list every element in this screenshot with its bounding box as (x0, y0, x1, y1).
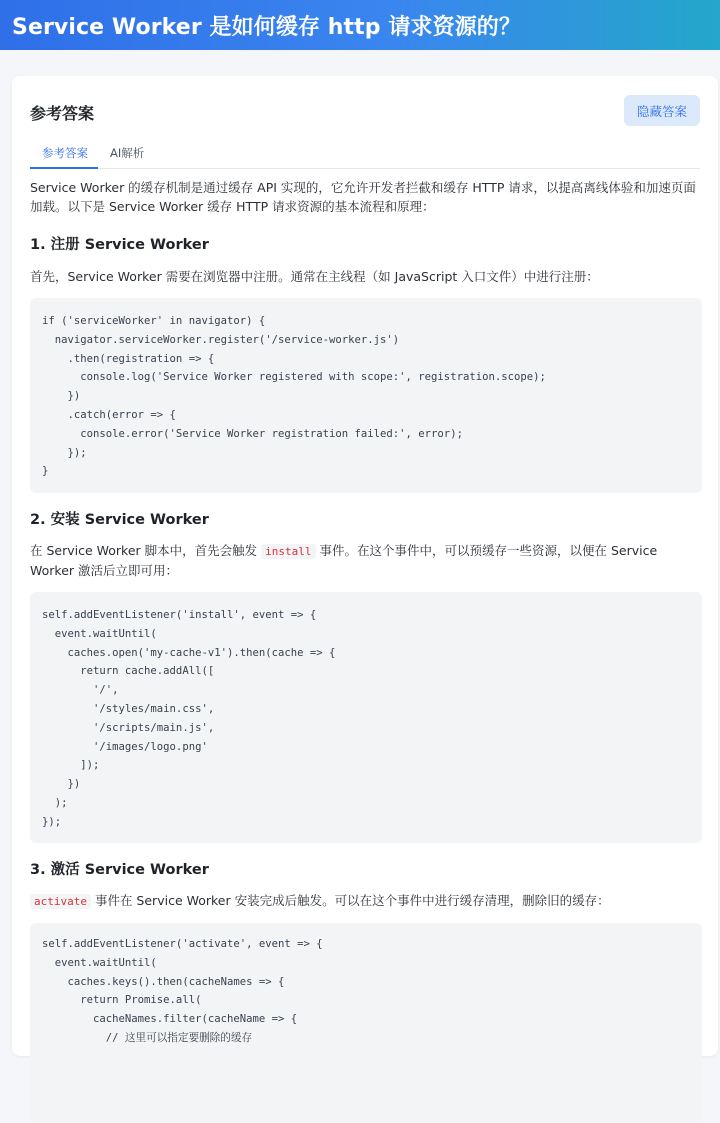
tab-ai-analysis[interactable]: AI解析 (110, 146, 145, 160)
install-paragraph (30, 541, 702, 580)
answer-tabs (30, 142, 700, 169)
code-block-register: if ('serviceWorker' in navigator) { navigator.serviceWorker.register('/service-worker.js') .then(registration => { console.log('Service Worker registered with scope:', registration.scope); }) .catch(error => { console.error('Service Worker registration failed:', error); }); } (30, 298, 702, 493)
tab-reference-answer[interactable]: 参考答案 (42, 146, 88, 160)
hide-answer-button[interactable]: 隐藏答案 (624, 95, 700, 126)
install-text-before: 在 Service Worker 脚本中，首先会触发 (30, 543, 262, 558)
register-paragraph: 首先，Service Worker 需要在浏览器中注册。通常在主线程（如 JavaScript 入口文件）中进行注册： (30, 269, 599, 284)
install-text-after: 事件。在这个事件中，可以预缓存一些资源，以便在 Service Worker 激活后立即可用： (30, 543, 658, 578)
answer-card (12, 76, 718, 1056)
inline-code-activate: activate (30, 894, 91, 909)
section-heading-activate: 3. 激活 Service Worker (30, 862, 209, 878)
page-header (0, 0, 720, 50)
section-heading-install: 2. 安装 Service Worker (30, 512, 209, 528)
intro-paragraph: Service Worker 的缓存机制是通过缓存 API 实现的，它允许开发者拦截和缓存 HTTP 请求，以提高离线体验和加速页面加载。以下是 Service Worker 缓存 HTTP 请求资源的基本流程和原理： (30, 180, 696, 214)
code-block-activate: self.addEventListener('activate', event => { event.waitUntil( caches.keys().then(cacheNames => { return Promise.all( cacheNames.filter(cacheName => { // 这里可以指定要删除的缓存 (30, 923, 702, 1123)
card-title: 参考答案 (30, 104, 95, 123)
code-block-install: self.addEventListener('install', event => { event.waitUntil( caches.open('my-cache-v1').then(cache => { return cache.addAll([ '/', '/styles/main.css', '/scripts/main.js', '/images/logo.png' ]); }) ); }); (30, 592, 702, 843)
active-tab-indicator (30, 167, 98, 169)
inline-code-install: install (261, 544, 315, 559)
activate-paragraph (30, 891, 702, 911)
page-title: Service Worker 是如何缓存 http 请求资源的？ (12, 14, 521, 40)
section-heading-register: 1. 注册 Service Worker (30, 237, 209, 253)
answer-content (30, 178, 702, 1123)
activate-text-after: 事件在 Service Worker 安装完成后触发。可以在这个事件中进行缓存清理，删除旧的缓存： (90, 893, 610, 908)
